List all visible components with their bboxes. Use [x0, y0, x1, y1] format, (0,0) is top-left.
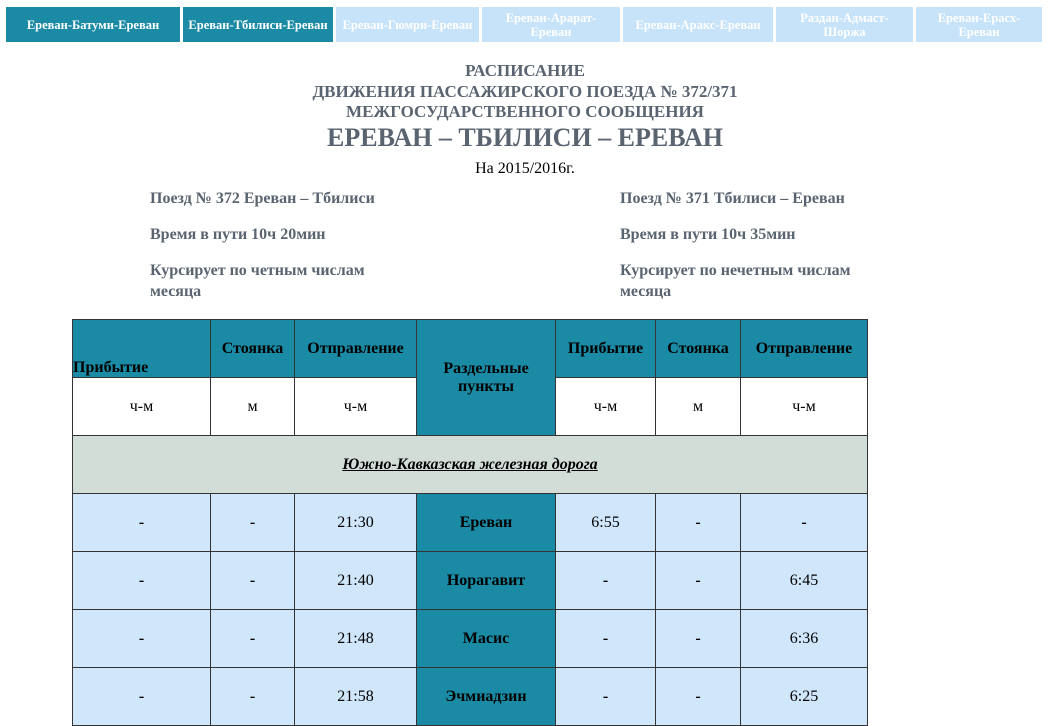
- season-label: На 2015/2016г.: [475, 160, 575, 177]
- tab-yerevan-gyumri[interactable]: Ереван-Гюмри-Ереван: [336, 7, 479, 42]
- right-arrival-cell: -: [556, 610, 656, 668]
- right-arrival-cell: 6:55: [556, 494, 656, 552]
- right-schedule-note: Курсирует по нечетным числам месяца: [620, 262, 851, 300]
- table-row: [73, 494, 868, 552]
- station-cell: Эчмиадзин: [417, 668, 556, 726]
- left-departure-cell: 21:30: [295, 494, 417, 552]
- points-header: Раздельные пункты: [417, 320, 556, 436]
- table-row: [73, 668, 868, 726]
- right-train-title: Поезд № 371 Тбилиси – Ереван: [620, 190, 845, 207]
- left-arrival-cell: -: [73, 668, 211, 726]
- left-stop-cell: -: [211, 552, 295, 610]
- left-arrival-cell: -: [73, 552, 211, 610]
- right-stop-cell: -: [656, 668, 741, 726]
- right-departure-cell: -: [741, 494, 868, 552]
- railway-name-part2[interactable]: железная дорога: [479, 455, 598, 473]
- railway-row: [73, 436, 868, 494]
- right-departure-cell: 6:45: [741, 552, 868, 610]
- right-stop-header: Стоянка: [656, 320, 741, 378]
- left-train-title: Поезд № 372 Ереван – Тбилиси: [150, 190, 375, 207]
- right-arrival-header: Прибытие: [556, 320, 656, 378]
- title-line-3: МЕЖГОСУДАРСТВЕННОГО СООБЩЕНИЯ: [346, 102, 704, 121]
- unit-cell: м: [211, 378, 295, 436]
- right-stop-cell: -: [656, 552, 741, 610]
- left-departure-cell: 21:58: [295, 668, 417, 726]
- schedule-table: [72, 319, 868, 726]
- unit-cell: ч-м: [556, 378, 656, 436]
- left-arrival-cell: -: [73, 494, 211, 552]
- right-stop-cell: -: [656, 610, 741, 668]
- unit-cell: м: [656, 378, 741, 436]
- tab-yerevan-ararat[interactable]: Ереван-Арарат-Ереван: [482, 7, 620, 42]
- tab-yerevan-tbilisi[interactable]: Ереван-Тбилиси-Ереван: [183, 7, 333, 42]
- right-departure-cell: 6:25: [741, 668, 868, 726]
- unit-cell: ч-м: [295, 378, 417, 436]
- station-cell: Масис: [417, 610, 556, 668]
- tab-razdan-admast[interactable]: Раздан-Адмаст-Шоржа: [776, 7, 913, 42]
- left-arrival-header: Прибытие: [73, 320, 211, 378]
- station-cell: Ереван: [417, 494, 556, 552]
- tab-yerevan-araks[interactable]: Ереван-Аракс-Ереван: [623, 7, 773, 42]
- right-departure-header: Отправление: [741, 320, 868, 378]
- table-row: [73, 552, 868, 610]
- right-arrival-cell: -: [556, 668, 656, 726]
- left-departure-header: Отправление: [295, 320, 417, 378]
- left-travel-time: Время в пути 10ч 20мин: [150, 226, 326, 243]
- header-row: [73, 320, 868, 378]
- tab-yerevan-yerakh[interactable]: Ереван-Ерасх-Ереван: [916, 7, 1042, 42]
- right-departure-cell: 6:36: [741, 610, 868, 668]
- unit-cell: ч-м: [741, 378, 868, 436]
- left-arrival-cell: -: [73, 610, 211, 668]
- right-stop-cell: -: [656, 494, 741, 552]
- left-stop-cell: -: [211, 668, 295, 726]
- right-arrival-cell: -: [556, 552, 656, 610]
- station-cell: Норагавит: [417, 552, 556, 610]
- left-schedule-note: Курсирует по четным числам месяца: [150, 262, 365, 300]
- railway-name-part1[interactable]: Южно-Кавказская: [342, 455, 476, 473]
- left-stop-cell: -: [211, 494, 295, 552]
- table-row: [73, 610, 868, 668]
- title-line-2: ДВИЖЕНИЯ ПАССАЖИРСКОГО ПОЕЗДА № 372/371: [312, 82, 738, 101]
- title-line-1: РАСПИСАНИЕ: [465, 61, 585, 80]
- tab-yerevan-batumi[interactable]: Ереван-Батуми-Ереван: [6, 7, 180, 42]
- left-stop-cell: -: [211, 610, 295, 668]
- unit-cell: ч-м: [73, 378, 211, 436]
- right-travel-time: Время в пути 10ч 35мин: [620, 226, 796, 243]
- left-stop-header: Стоянка: [211, 320, 295, 378]
- route-title: ЕРЕВАН – ТБИЛИСИ – ЕРЕВАН: [327, 123, 723, 152]
- railway-name: [73, 436, 868, 494]
- left-departure-cell: 21:40: [295, 552, 417, 610]
- left-departure-cell: 21:48: [295, 610, 417, 668]
